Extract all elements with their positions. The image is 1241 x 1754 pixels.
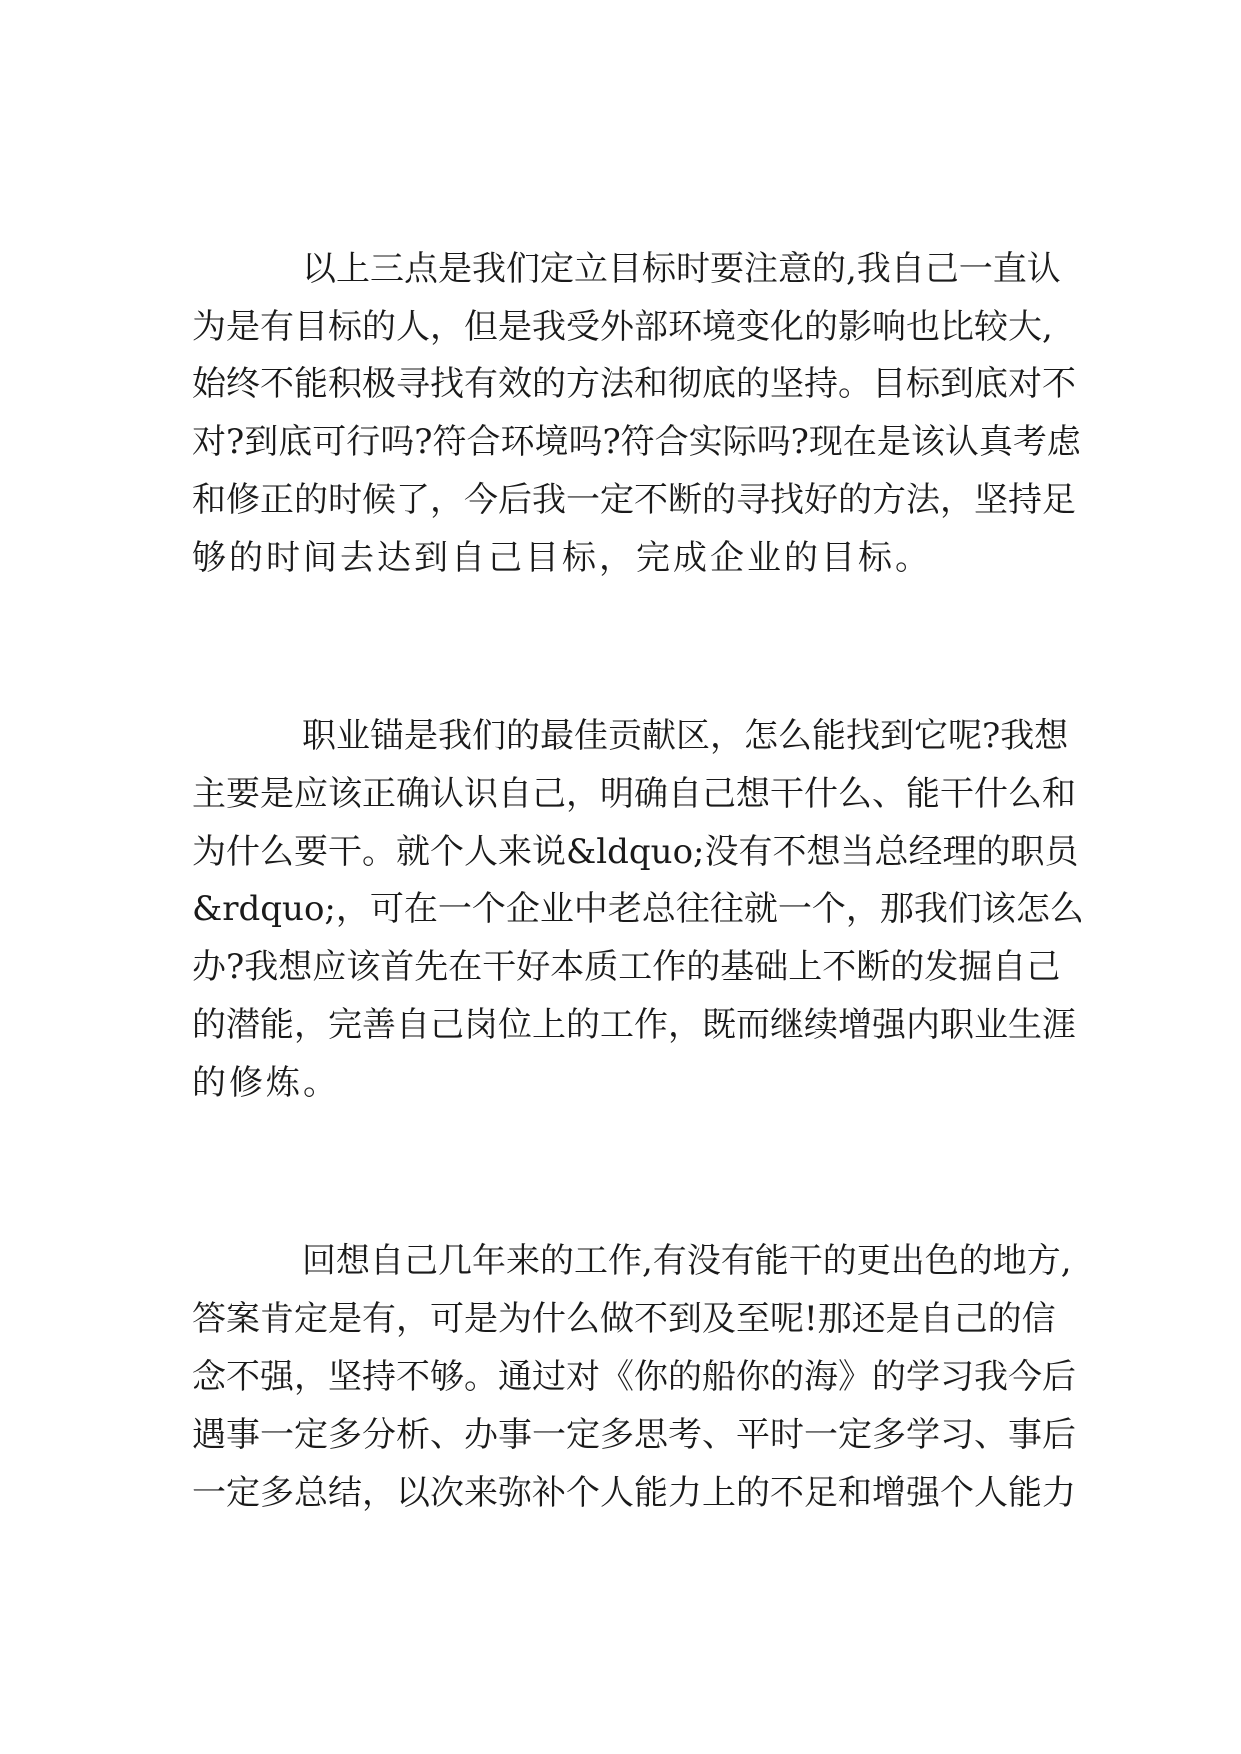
paragraph-line: 够的时间去达到自己目标，完成企业的目标。 xyxy=(192,538,932,578)
paragraph-line: 以上三点是我们定立目标时要注意的,我自己一直认 xyxy=(302,249,1061,289)
paragraph-line: 和修正的时候了，今后我一定不断的寻找好的方法，坚持足 xyxy=(192,480,1076,520)
paragraph-line: 办?我想应该首先在干好本质工作的基础上不断的发掘自己 xyxy=(192,947,1061,987)
paragraph-line: 职业锚是我们的最佳贡献区，怎么能找到它呢?我想 xyxy=(302,716,1069,756)
paragraph-line: 遇事一定多分析、办事一定多思考、平时一定多学习、事后 xyxy=(192,1415,1076,1455)
paragraph-line: 念不强，坚持不够。通过对《你的船你的海》的学习我今后 xyxy=(192,1357,1076,1397)
paragraph-line: 为是有目标的人，但是我受外部环境变化的影响也比较大, xyxy=(192,307,1053,347)
paragraph-line: 对?到底可行吗?符合环境吗?符合实际吗?现在是该认真考虑 xyxy=(192,422,1081,462)
paragraph-line: 的潜能，完善自己岗位上的工作，既而继续增强内职业生涯 xyxy=(192,1005,1076,1045)
paragraph-line: 一定多总结，以次来弥补个人能力上的不足和增强个人能力 xyxy=(192,1473,1076,1513)
paragraph-line: 主要是应该正确认识自己，明确自己想干什么、能干什么和 xyxy=(192,774,1076,814)
paragraph-line: 回想自己几年来的工作,有没有能干的更出色的地方, xyxy=(302,1241,1072,1281)
paragraph-line: 答案肯定是有，可是为什么做不到及至呢!那还是自己的信 xyxy=(192,1299,1056,1339)
paragraph-line: 为什么要干。就个人来说&ldquo;没有不想当总经理的职员 xyxy=(192,832,1079,872)
paragraph-line: &rdquo;，可在一个企业中老总往往就一个，那我们该怎么 xyxy=(192,889,1084,929)
paragraph-line: 的修炼。 xyxy=(192,1063,340,1103)
paragraph-line: 始终不能积极寻找有效的方法和彻底的坚持。目标到底对不 xyxy=(192,364,1076,404)
